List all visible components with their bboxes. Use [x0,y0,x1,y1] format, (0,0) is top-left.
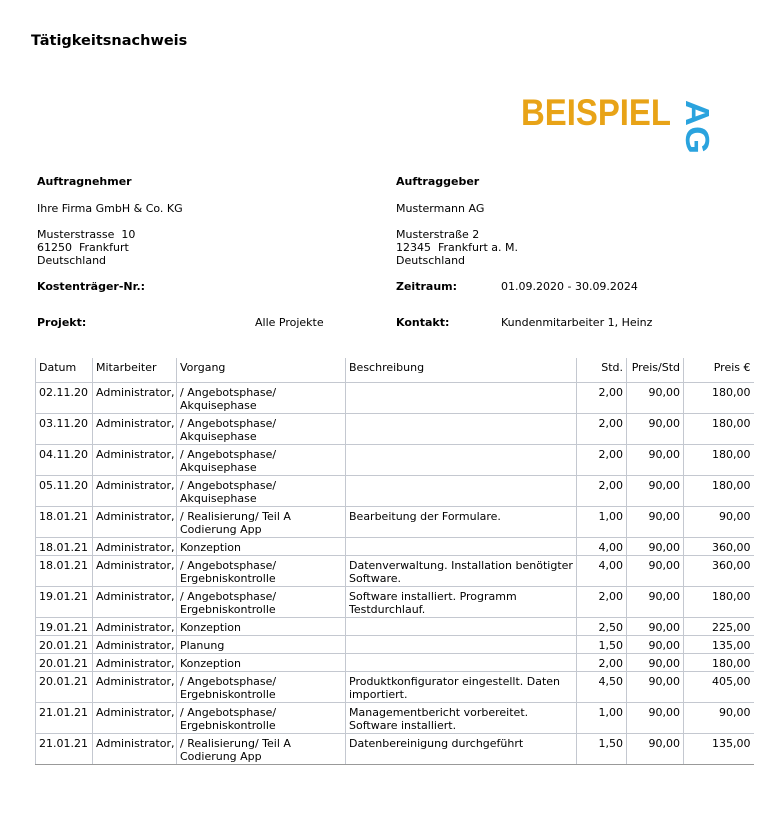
cell-price: 180,00 [684,476,754,507]
cell-description: Datenbereinigung durchgeführt [346,734,577,765]
page-title: Tätigkeitsnachweis [31,33,188,49]
cell-rate: 90,00 [627,445,684,476]
cell-date: 18.01.21 [36,556,93,587]
table-row [36,476,754,507]
col-header-date: Datum [36,358,93,383]
table-row [36,703,754,734]
table-header-row [36,358,754,383]
cell-rate: 90,00 [627,618,684,636]
cell-description [346,636,577,654]
cell-rate: 90,00 [627,672,684,703]
cell-description [346,538,577,556]
client-country: Deutschland [396,254,466,267]
contact-label: Kontakt: [396,316,450,329]
table-row [36,618,754,636]
cell-employee: Administrator, [93,672,177,703]
cell-price: 135,00 [684,636,754,654]
client-heading: Auftraggeber [396,175,480,188]
cell-process: Planung [177,636,346,654]
cell-employee: Administrator, [93,414,177,445]
contractor-country: Deutschland [37,254,107,267]
cell-hours: 4,00 [577,556,627,587]
cell-description [346,618,577,636]
company-logo [521,92,721,154]
table-row [36,556,754,587]
cell-rate: 90,00 [627,538,684,556]
col-header-hours: Std. [577,358,627,383]
col-header-rate: Preis/Std [627,358,684,383]
cell-rate: 90,00 [627,587,684,618]
cell-description [346,383,577,414]
cell-date: 19.01.21 [36,587,93,618]
cell-employee: Administrator, [93,703,177,734]
cell-process: / Angebotsphase/ Ergebniskontrolle [177,672,346,703]
cell-process: / Realisierung/ Teil A Codierung App [177,507,346,538]
cell-process: / Angebotsphase/ Akquisephase [177,445,346,476]
cell-hours: 2,50 [577,618,627,636]
cell-process: / Angebotsphase/ Ergebniskontrolle [177,587,346,618]
cell-process: Konzeption [177,654,346,672]
cell-employee: Administrator, [93,383,177,414]
contractor-heading: Auftragnehmer [37,175,132,188]
cell-process: Konzeption [177,618,346,636]
cell-employee: Administrator, [93,476,177,507]
table-row [36,654,754,672]
contractor-street: Musterstrasse 10 [37,228,136,241]
cell-description [346,476,577,507]
cell-date: 05.11.20 [36,476,93,507]
cell-date: 18.01.21 [36,538,93,556]
cell-rate: 90,00 [627,556,684,587]
cell-employee: Administrator, [93,538,177,556]
table-row [36,734,754,765]
client-city: 12345 Frankfurt a. M. [396,241,519,254]
cell-price: 180,00 [684,414,754,445]
col-header-process: Vorgang [177,358,346,383]
col-header-description: Beschreibung [346,358,577,383]
contractor-city: 61250 Frankfurt [37,241,129,254]
cell-process: / Realisierung/ Teil A Codierung App [177,734,346,765]
period-label: Zeitraum: [396,280,458,293]
cell-process: Konzeption [177,538,346,556]
cell-hours: 4,50 [577,672,627,703]
period-value: 01.09.2020 - 30.09.2024 [501,280,638,293]
logo-suffix: AG [679,100,716,150]
cell-price: 90,00 [684,703,754,734]
cell-price: 135,00 [684,734,754,765]
contractor-address [37,228,135,267]
cell-price: 180,00 [684,383,754,414]
col-header-price: Preis € [684,358,754,383]
cell-rate: 90,00 [627,636,684,654]
cell-date: 21.01.21 [36,703,93,734]
cell-rate: 90,00 [627,383,684,414]
cell-price: 180,00 [684,654,754,672]
cell-price: 360,00 [684,556,754,587]
cell-description: Datenverwaltung. Installation benötigter Software. [346,556,577,587]
cell-price: 180,00 [684,587,754,618]
cell-description: Bearbeitung der Formulare. [346,507,577,538]
cell-rate: 90,00 [627,703,684,734]
cell-rate: 90,00 [627,734,684,765]
cell-rate: 90,00 [627,507,684,538]
cell-process: / Angebotsphase/ Akquisephase [177,476,346,507]
cell-rate: 90,00 [627,654,684,672]
cell-price: 180,00 [684,445,754,476]
table-row [36,445,754,476]
cell-date: 20.01.21 [36,654,93,672]
activity-table [35,358,754,765]
cell-employee: Administrator, [93,587,177,618]
cell-hours: 1,00 [577,703,627,734]
cell-employee: Administrator, [93,618,177,636]
cell-employee: Administrator, [93,636,177,654]
cell-process: / Angebotsphase/ Akquisephase [177,383,346,414]
table-row [36,383,754,414]
contact-value: Kundenmitarbeiter 1, Heinz [501,316,653,329]
cell-date: 18.01.21 [36,507,93,538]
cell-date: 19.01.21 [36,618,93,636]
cell-employee: Administrator, [93,507,177,538]
cell-date: 21.01.21 [36,734,93,765]
client-street: Musterstraße 2 [396,228,480,241]
table-row [36,414,754,445]
cell-hours: 2,00 [577,654,627,672]
table-row [36,636,754,654]
cell-description: Produktkonfigurator eingestellt. Daten importiert. [346,672,577,703]
cell-hours: 1,50 [577,636,627,654]
col-header-employee: Mitarbeiter [93,358,177,383]
cell-process: / Angebotsphase/ Ergebniskontrolle [177,556,346,587]
cell-rate: 90,00 [627,476,684,507]
table-row [36,672,754,703]
cell-hours: 2,00 [577,445,627,476]
cell-description [346,654,577,672]
client-company: Mustermann AG [396,202,485,215]
project-label: Projekt: [37,316,87,329]
beispiel-ag-logo-icon [521,92,721,154]
cell-employee: Administrator, [93,556,177,587]
logo-word: BEISPIEL [521,92,671,133]
cell-rate: 90,00 [627,414,684,445]
cell-date: 02.11.20 [36,383,93,414]
client-address [396,228,518,267]
cell-price: 90,00 [684,507,754,538]
cell-date: 20.01.21 [36,636,93,654]
cell-description [346,414,577,445]
cell-employee: Administrator, [93,734,177,765]
project-value: Alle Projekte [255,316,324,329]
cell-description [346,445,577,476]
cell-hours: 1,00 [577,507,627,538]
cell-price: 360,00 [684,538,754,556]
cost-center-label: Kostenträger-Nr.: [37,280,146,293]
cell-employee: Administrator, [93,445,177,476]
cell-price: 405,00 [684,672,754,703]
cell-price: 225,00 [684,618,754,636]
cell-hours: 2,00 [577,587,627,618]
cell-date: 20.01.21 [36,672,93,703]
cell-hours: 2,00 [577,383,627,414]
cell-employee: Administrator, [93,654,177,672]
cell-date: 04.11.20 [36,445,93,476]
table-row [36,587,754,618]
contractor-company: Ihre Firma GmbH & Co. KG [37,202,183,215]
cell-hours: 2,00 [577,414,627,445]
cell-process: / Angebotsphase/ Akquisephase [177,414,346,445]
table-row [36,507,754,538]
cell-description: Managementbericht vorbereitet. Software installiert. [346,703,577,734]
cell-hours: 2,00 [577,476,627,507]
cell-description: Software installiert. Programm Testdurchlauf. [346,587,577,618]
cell-hours: 4,00 [577,538,627,556]
cell-hours: 1,50 [577,734,627,765]
cell-date: 03.11.20 [36,414,93,445]
cell-process: / Angebotsphase/ Ergebniskontrolle [177,703,346,734]
table-row [36,538,754,556]
